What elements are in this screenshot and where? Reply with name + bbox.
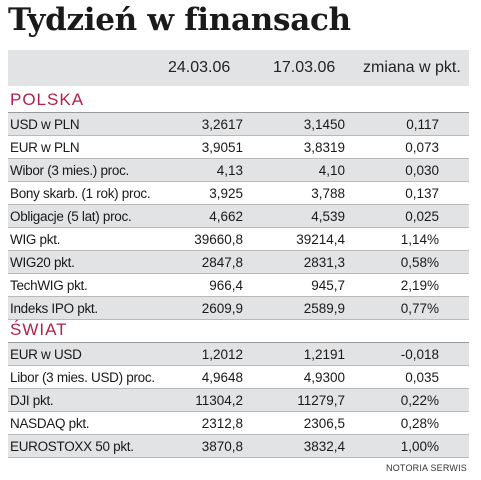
value-change: 0,77% — [400, 301, 439, 316]
table-row — [8, 435, 469, 458]
value-change: 1,14% — [400, 232, 439, 247]
table-row — [8, 366, 469, 389]
header-change: zmiana w pkt. — [363, 59, 461, 76]
value-current: 39660,8 — [194, 232, 243, 247]
value-previous: 11279,7 — [297, 393, 345, 408]
value-change: 0,035 — [405, 370, 439, 385]
value-current: 3,2617 — [201, 117, 243, 132]
table-header — [8, 50, 469, 86]
value-previous: 2589,9 — [303, 301, 345, 316]
source-credit: NOTORIA SERWIS — [386, 463, 467, 473]
value-change: 0,137 — [405, 186, 439, 201]
row-label: Indeks IPO pkt. — [10, 301, 98, 316]
value-previous: 2306,5 — [303, 416, 345, 431]
row-label: EUROSTOXX 50 pkt. — [10, 439, 134, 454]
table-row — [8, 297, 469, 320]
value-change: 0,030 — [405, 163, 439, 178]
section-title: ŚWIAT — [10, 320, 68, 339]
value-change: 0,22% — [400, 393, 439, 408]
row-label: USD w PLN — [10, 117, 80, 132]
value-previous: 3832,4 — [303, 439, 345, 454]
page-title: Tydzień w finansach — [8, 2, 351, 38]
value-change: 0,58% — [400, 255, 439, 270]
row-label: TechWIG pkt. — [10, 278, 88, 293]
row-label: DJI pkt. — [10, 393, 54, 408]
table-row — [8, 159, 469, 182]
value-change: 2,19% — [400, 278, 439, 293]
table-row — [8, 205, 469, 228]
value-current: 4,9648 — [201, 370, 243, 385]
row-label: WIG20 pkt. — [10, 255, 75, 270]
value-current: 2847,8 — [201, 255, 243, 270]
value-change: -0,018 — [400, 347, 439, 362]
value-previous: 3,8319 — [303, 140, 345, 155]
row-label: Libor (3 mies. USD) proc. — [10, 370, 155, 385]
value-current: 3,9051 — [201, 140, 243, 155]
row-label: EUR w USD — [10, 347, 82, 362]
value-current: 4,662 — [209, 209, 243, 224]
table-row — [8, 274, 469, 297]
value-previous: 2831,3 — [303, 255, 345, 270]
value-current: 3,925 — [209, 186, 243, 201]
row-label: Obligacje (5 lat) proc. — [10, 209, 132, 224]
value-current: 3870,8 — [201, 439, 243, 454]
table-row — [8, 412, 469, 435]
value-current: 2609,9 — [201, 301, 243, 316]
table-row — [8, 182, 469, 205]
value-previous: 1,2191 — [303, 347, 345, 362]
value-current: 4,13 — [216, 163, 243, 178]
row-label: EUR w PLN — [10, 140, 80, 155]
value-previous: 3,788 — [311, 186, 345, 201]
value-change: 1,00% — [400, 439, 439, 454]
value-change: 0,117 — [406, 117, 439, 132]
value-change: 0,073 — [405, 140, 439, 155]
table-row — [8, 228, 469, 251]
value-previous: 945,7 — [311, 278, 345, 293]
table-row — [8, 136, 469, 159]
value-current: 2312,8 — [201, 416, 243, 431]
value-current: 966,4 — [209, 278, 243, 293]
section-title: POLSKA — [10, 90, 85, 109]
value-change: 0,28% — [400, 416, 439, 431]
row-label: WIG pkt. — [10, 232, 61, 247]
table-row — [8, 389, 469, 412]
header-date-current: 24.03.06 — [168, 59, 231, 76]
table-row — [8, 251, 469, 274]
value-current: 1,2012 — [201, 347, 243, 362]
value-previous: 4,10 — [318, 163, 345, 178]
value-change: 0,025 — [405, 209, 439, 224]
table-row — [8, 343, 469, 366]
header-date-previous: 17.03.06 — [273, 59, 336, 76]
value-previous: 39214,4 — [296, 232, 345, 247]
row-label: Wibor (3 mies.) proc. — [10, 163, 129, 178]
table-row — [8, 113, 469, 136]
row-divider — [8, 457, 469, 458]
row-label: NASDAQ pkt. — [10, 416, 90, 431]
row-divider — [8, 319, 469, 320]
value-previous: 3,1450 — [303, 117, 345, 132]
value-current: 11304,2 — [195, 393, 243, 408]
value-previous: 4,9300 — [303, 370, 345, 385]
row-label: Bony skarb. (1 rok) proc. — [10, 186, 151, 201]
value-previous: 4,539 — [311, 209, 345, 224]
